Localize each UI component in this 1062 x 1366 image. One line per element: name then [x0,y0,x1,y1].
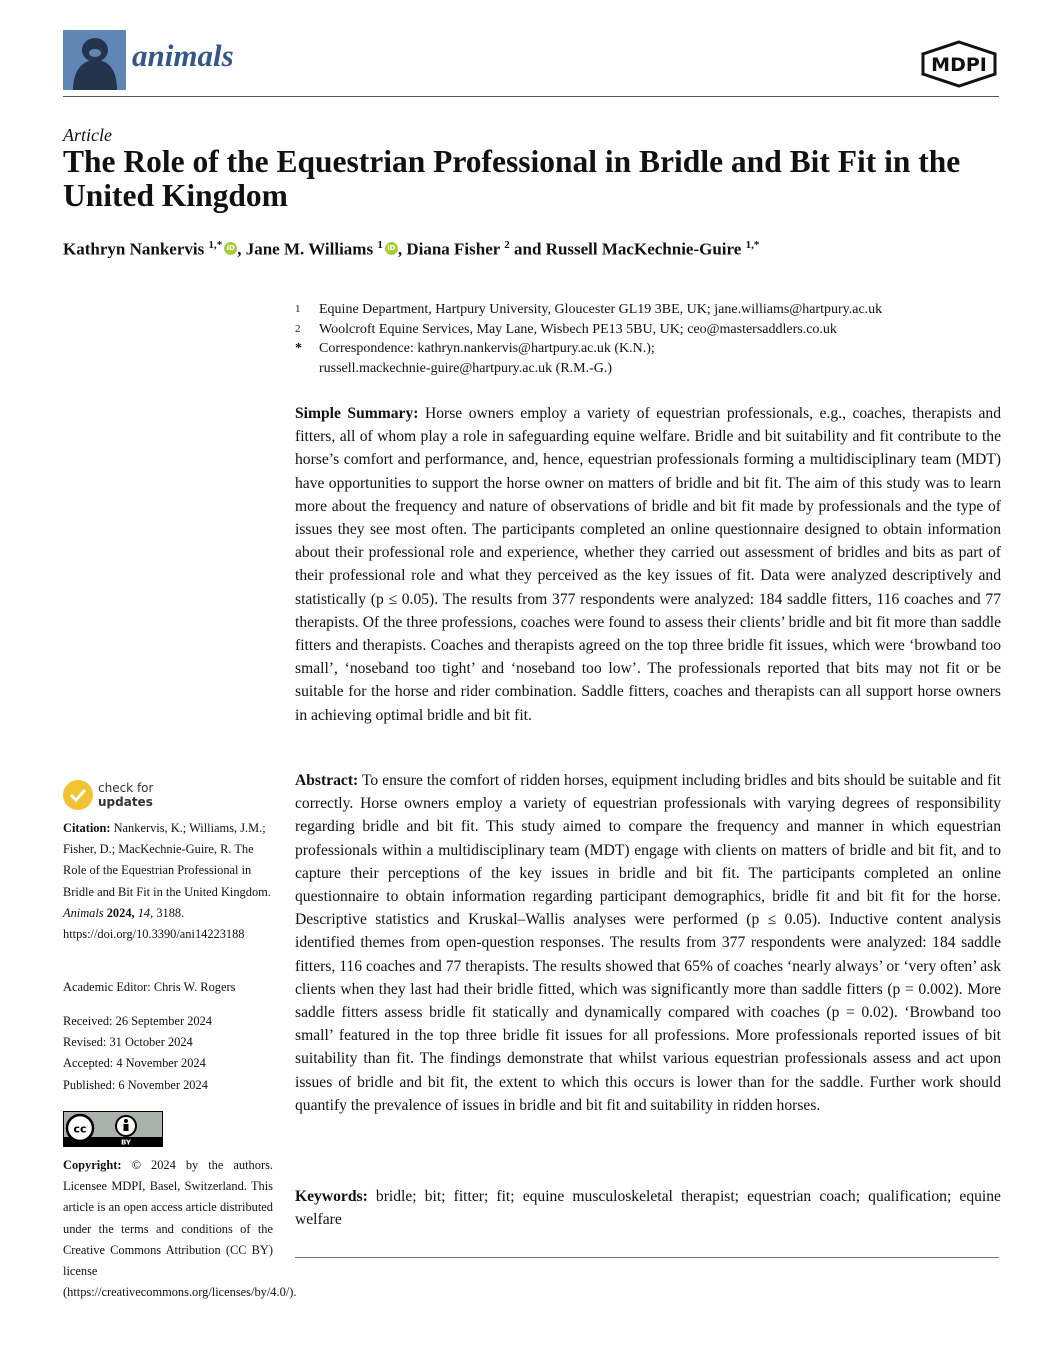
cc-label: cc [73,1122,87,1136]
orcid-icon[interactable]: iD [385,242,398,255]
copyright-text: © 2024 by the authors. Licensee MDPI, Basel, Switzerland. This article is an open access article distributed under the terms and conditions of the Creative Commons Attribution (CC BY) license (https://creativecommons.org/licenses/by/4.0/). [63,1158,297,1300]
affiliation-mark: 2 [295,322,301,335]
citation-journal: Animals [63,905,104,920]
author-name[interactable]: Jane M. Williams [245,239,374,259]
affiliation-text: Correspondence: kathryn.nankervis@hartpury.ac.uk (K.N.); [319,341,655,356]
citation-volume: 14, [137,905,154,920]
affiliation-text: Woolcroft Equine Services, May Lane, Wisbech PE13 5BU, UK; ceo@mastersaddlers.co.uk [319,321,837,337]
by-label: BY [120,1138,132,1146]
author-affiliation-mark: 2 [504,239,510,251]
affiliations [295,300,1000,378]
author-name[interactable]: Diana Fisher [406,239,500,259]
citation-text: Nankervis, K.; Williams, J.M.; Fisher, D.; MacKechnie-Guire, R. The Role of the Equestrian Professional in Bridle and Bit Fit in the United Kingdom. [63,821,271,899]
header-rule [63,96,999,97]
citation [63,818,273,945]
affiliation-mark [295,359,319,379]
affiliation-row [295,300,1000,320]
author-affiliation-mark: 1 [377,239,383,251]
keywords-text: bridle; bit; fitter; fit; equine musculoskeletal therapist; equestrian coach; qualification; equine welfare [295,1188,1001,1229]
author-name[interactable]: Russell MacKechnie-Guire [545,239,742,259]
publisher-logo[interactable] [920,40,998,88]
simple-summary-label: Simple Summary: [295,405,419,422]
affiliation-row [295,339,1000,359]
check-for-label: check for [98,781,154,795]
check-for-updates-button[interactable] [63,780,153,810]
affiliation-mark: 1 [295,303,301,315]
citation-doi[interactable]: 3188. https://doi.org/10.3390/ani14223188 [63,905,245,942]
article-title: The Role of the Equestrian Professional in Bridle and Bit Fit in the United Kingdom [63,144,961,213]
citation-label: Citation: [63,821,111,835]
author-list [63,239,759,260]
orcid-icon[interactable]: iD [224,242,237,255]
affiliation-text: Equine Department, Hartpury University, Gloucester GL19 3BE, UK; jane.williams@hartpury.ac.uk [319,302,883,317]
animal-silhouette-icon [63,30,126,90]
author-affiliation-mark: 1,* [745,239,760,251]
affiliation-mark: * [295,341,302,356]
section-rule [295,1257,999,1258]
academic-editor: Academic Editor: Chris W. Rogers [63,980,236,994]
date-received: Received: 26 September 2024 [63,1014,212,1028]
date-accepted: Accepted: 4 November 2024 [63,1056,206,1071]
journal-name[interactable]: animals [132,38,234,73]
author-separator: and [509,239,546,259]
updates-label: updates [98,795,153,809]
journal-logo [63,30,126,90]
cc-by-license-badge[interactable] [63,1111,163,1147]
affiliation-row [295,359,1000,379]
simple-summary-text: Horse owners employ a variety of equestrian professionals, e.g., coaches, therapists and fitters, all of whom play a role in safeguarding equine welfare. Bridle and bit suitability and fit contribute to the horse’s comfort and performance, and, hence, equestrian professionals forming a multidisciplinary team (MDT) have opportunities to support the horse owner on matters of bridle and bit fit. The aim of this study was to learn more about the frequency and nature of observations of bridle and bit fit made by professionals and the type of issues they see most often. The participants completed an online questionnaire designed to obtain information about their professional role and experience, whether they carried out assessment of bridles and bits as part of their professional role and what they perceived as the key issues of fit. Data were analyzed descriptively and statistically (p ≤ 0.05). The results from 377 respondents were analyzed: 184 saddle fitters, 116 coaches and 77 therapists. Of the three professions, coaches were found to assess their clients’ bridle and bit fit more than saddle fitters and therapists. Coaches and therapists agreed on the top three bridle fit issues, which were ‘browband too small’, ‘noseband too tight’ and ‘noseband too low’. The professionals reported that bits may not fit or be suitable for the horse and rider combination. Saddle fitters, coaches and therapists can all support horse owners in achieving optimal bridle and bit fit. [295,405,1002,724]
article-type: Article [63,125,112,145]
abstract-label: Abstract: [295,772,359,789]
date-published: Published: 6 November 2024 [63,1077,208,1092]
keywords [295,1185,1001,1231]
publisher-logo-text: MDPI [931,54,987,76]
citation-year: 2024, [106,905,135,920]
author-separator: , [397,239,407,259]
author-name[interactable]: Kathryn Nankervis [63,239,205,259]
abstract-text: To ensure the comfort of ridden horses, equipment including bridles and bits should be suitable and fit correctly. Horse owners employ a variety of equestrian professionals with varying degrees of responsibility regarding bridle and bit fit. This study aimed to compare the frequency and manner in which equestrian professionals within a multidisciplinary team (MDT) engage with clients on matters of bridle and bit fit, and to capture their perceptions of the key issues in bridle and bit fit. The participants completed an online questionnaire to obtain information regarding participant demographics, bridle fit and bit fit for the horse. Descriptive statistics and Kruskal–Wallis analyses were performed (p ≤ 0.05). Inductive content analysis identified themes from open-question responses. The results from 377 respondents were analyzed: 184 saddle fitters, 116 coaches and 77 therapists. The results showed that 65% of coaches ‘nearly always’ or ‘very often’ ask clients when they last had their bridle fitted, which was significantly more than saddle fitters (p = 0.002). More saddle fitters assess bridle fit statically and dynamically compared with coaches (p = 0.02). ‘Browband too small’ featured in the top three bridle fit issues for all professions. More professionals reported issues of bit suitability than fit. The findings demonstrate that whilst various equestrian professionals assess and act upon issues of bridle and bit fit, the extent to which this occurs is lower than for the saddle. Further work should quantify the prevalence of issues in bridle and bit fit and suitability in ridden horses. [295,772,1001,1114]
author-separator: , [237,239,246,259]
affiliation-row [295,320,1000,340]
date-revised: Revised: 31 October 2024 [63,1035,193,1050]
checkmark-icon [63,780,93,810]
affiliation-text: russell.mackechnie-guire@hartpury.ac.uk (R.M.-G.) [319,360,613,376]
simple-summary [295,402,1001,727]
copyright-label: Copyright: [63,1158,122,1172]
keywords-label: Keywords: [295,1188,368,1205]
publication-dates [63,1011,273,1096]
author-affiliation-mark: 1,* [208,239,223,251]
abstract [295,769,1001,1117]
copyright-notice [63,1155,297,1303]
person-icon [124,1119,128,1123]
